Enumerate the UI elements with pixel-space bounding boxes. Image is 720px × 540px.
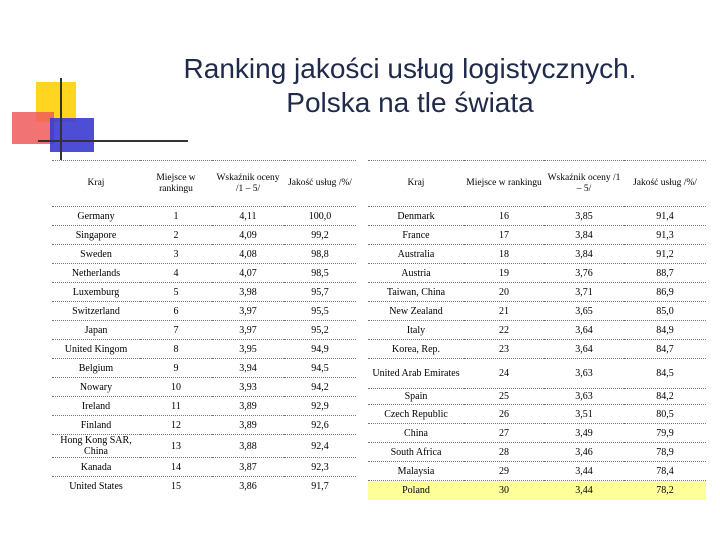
cell-place: 5 (140, 283, 212, 302)
cell-country: Italy (368, 321, 464, 340)
cell-quality: 84,2 (624, 389, 706, 405)
cell-quality: 98,5 (284, 264, 356, 283)
cell-place: 6 (140, 302, 212, 321)
header-quality: Jakość usług /%/ (624, 161, 706, 207)
cell-place: 22 (464, 321, 544, 340)
cell-place: 18 (464, 245, 544, 264)
cell-place: 3 (140, 245, 212, 264)
cell-country: Sweden (52, 245, 140, 264)
cell-index: 3,89 (212, 397, 284, 416)
title-line-2: Polska na tle świata (286, 87, 534, 118)
cell-place: 29 (464, 462, 544, 481)
cell-index: 3,93 (212, 378, 284, 397)
cell-place: 10 (140, 378, 212, 397)
cell-quality: 80,5 (624, 405, 706, 424)
cell-country: Germany (52, 207, 140, 226)
cell-quality: 92,3 (284, 458, 356, 477)
cell-country: South Africa (368, 443, 464, 462)
header-place: Miejsce w rankingu (140, 161, 212, 207)
cell-place: 11 (140, 397, 212, 416)
cell-quality: 78,2 (624, 481, 706, 500)
cell-place: 12 (140, 416, 212, 435)
cell-index: 3,85 (544, 207, 624, 226)
decor-horizontal-line (38, 140, 188, 142)
table-row (368, 405, 706, 424)
cell-index: 3,84 (544, 245, 624, 264)
table-header-row (368, 161, 706, 207)
cell-country: Kanada (52, 458, 140, 477)
cell-quality: 95,7 (284, 283, 356, 302)
cell-place: 21 (464, 302, 544, 321)
ranking-table-left (52, 160, 356, 496)
cell-index: 3,84 (544, 226, 624, 245)
cell-quality: 94,9 (284, 340, 356, 359)
cell-place: 28 (464, 443, 544, 462)
cell-country: Singapore (52, 226, 140, 245)
cell-country: Luxemburg (52, 283, 140, 302)
cell-country: Ireland (52, 397, 140, 416)
cell-quality: 95,2 (284, 321, 356, 340)
table-row (368, 389, 706, 405)
table-row (368, 424, 706, 443)
cell-place: 8 (140, 340, 212, 359)
cell-index: 3,49 (544, 424, 624, 443)
cell-country: Austria (368, 264, 464, 283)
header-index: Wskaźnik oceny /1 – 5/ (212, 161, 284, 207)
cell-index: 3,71 (544, 283, 624, 302)
table-row (52, 397, 356, 416)
cell-index: 4,09 (212, 226, 284, 245)
cell-country: Japan (52, 321, 140, 340)
cell-index: 3,51 (544, 405, 624, 424)
header-quality: Jakość usług /%/ (284, 161, 356, 207)
cell-place: 16 (464, 207, 544, 226)
cell-place: 17 (464, 226, 544, 245)
cell-quality: 78,9 (624, 443, 706, 462)
cell-quality: 88,7 (624, 264, 706, 283)
cell-country: Netherlands (52, 264, 140, 283)
cell-index: 3,95 (212, 340, 284, 359)
table-row (368, 226, 706, 245)
cell-index: 3,98 (212, 283, 284, 302)
cell-country: France (368, 226, 464, 245)
cell-country: United Kingom (52, 340, 140, 359)
cell-place: 25 (464, 389, 544, 405)
cell-quality: 78,4 (624, 462, 706, 481)
cell-place: 2 (140, 226, 212, 245)
cell-place: 27 (464, 424, 544, 443)
table-row (52, 435, 356, 458)
header-place: Miejsce w rankingu (464, 161, 544, 207)
cell-index: 3,64 (544, 321, 624, 340)
cell-country: Czech Republic (368, 405, 464, 424)
cell-index: 3,44 (544, 462, 624, 481)
cell-country: Belgium (52, 359, 140, 378)
cell-index: 3,97 (212, 321, 284, 340)
table-body-left (52, 207, 356, 496)
cell-country: Switzerland (52, 302, 140, 321)
cell-place: 13 (140, 435, 212, 458)
cell-index: 3,76 (544, 264, 624, 283)
cell-index: 3,63 (544, 359, 624, 389)
header-country: Kraj (52, 161, 140, 207)
cell-index: 3,44 (544, 481, 624, 500)
cell-place: 15 (140, 477, 212, 496)
cell-quality: 92,6 (284, 416, 356, 435)
cell-quality: 94,2 (284, 378, 356, 397)
table-row (368, 245, 706, 264)
cell-country: Spain (368, 389, 464, 405)
table-row (52, 458, 356, 477)
cell-quality: 100,0 (284, 207, 356, 226)
table-row (52, 207, 356, 226)
table-header-row (52, 161, 356, 207)
cell-country: Poland (368, 481, 464, 500)
table-row (52, 477, 356, 496)
table-row (368, 283, 706, 302)
cell-country: Hong Kong SAR, China (52, 435, 140, 458)
cell-index: 3,97 (212, 302, 284, 321)
cell-place: 14 (140, 458, 212, 477)
cell-quality: 94,5 (284, 359, 356, 378)
cell-quality: 99,2 (284, 226, 356, 245)
table-row (52, 378, 356, 397)
cell-quality: 91,7 (284, 477, 356, 496)
cell-country: Nowary (52, 378, 140, 397)
cell-quality: 95,5 (284, 302, 356, 321)
table-body-right (368, 207, 706, 500)
cell-index: 3,94 (212, 359, 284, 378)
cell-place: 24 (464, 359, 544, 389)
table-row (368, 264, 706, 283)
table-row-highlighted (368, 481, 706, 500)
cell-index: 3,87 (212, 458, 284, 477)
cell-country: Malaysia (368, 462, 464, 481)
table-row (52, 302, 356, 321)
cell-place: 1 (140, 207, 212, 226)
cell-country: Australia (368, 245, 464, 264)
table-row (368, 340, 706, 359)
table-row (368, 462, 706, 481)
header-index: Wskaźnik oceny /1 – 5/ (544, 161, 624, 207)
cell-country: Korea, Rep. (368, 340, 464, 359)
cell-index: 3,64 (544, 340, 624, 359)
decor-vertical-line (60, 78, 62, 160)
table-row (368, 321, 706, 340)
cell-quality: 84,9 (624, 321, 706, 340)
cell-place: 30 (464, 481, 544, 500)
decor-blue-square (50, 118, 94, 152)
table-row (368, 207, 706, 226)
cell-country: China (368, 424, 464, 443)
cell-index: 3,88 (212, 435, 284, 458)
cell-country: Taiwan, China (368, 283, 464, 302)
cell-place: 19 (464, 264, 544, 283)
cell-quality: 79,9 (624, 424, 706, 443)
table-row (52, 245, 356, 264)
table-row (368, 302, 706, 321)
table-row (52, 359, 356, 378)
cell-place: 9 (140, 359, 212, 378)
cell-place: 20 (464, 283, 544, 302)
table-row (368, 359, 706, 389)
cell-index: 4,11 (212, 207, 284, 226)
cell-quality: 86,9 (624, 283, 706, 302)
cell-country: United Arab Emirates (368, 359, 464, 389)
table-row (52, 264, 356, 283)
table-row (52, 416, 356, 435)
cell-quality: 91,4 (624, 207, 706, 226)
table-row (52, 226, 356, 245)
slide-title (110, 52, 710, 120)
table-row (52, 321, 356, 340)
cell-country: Finland (52, 416, 140, 435)
cell-index: 3,86 (212, 477, 284, 496)
cell-quality: 91,2 (624, 245, 706, 264)
cell-index: 3,63 (544, 389, 624, 405)
cell-place: 23 (464, 340, 544, 359)
cell-quality: 91,3 (624, 226, 706, 245)
cell-place: 7 (140, 321, 212, 340)
cell-index: 3,46 (544, 443, 624, 462)
table-row (52, 283, 356, 302)
header-country: Kraj (368, 161, 464, 207)
cell-country: Denmark (368, 207, 464, 226)
cell-index: 3,89 (212, 416, 284, 435)
cell-quality: 92,9 (284, 397, 356, 416)
cell-country: United States (52, 477, 140, 496)
cell-place: 4 (140, 264, 212, 283)
cell-quality: 98,8 (284, 245, 356, 264)
cell-place: 26 (464, 405, 544, 424)
cell-quality: 85,0 (624, 302, 706, 321)
cell-quality: 84,7 (624, 340, 706, 359)
ranking-table-right (368, 160, 706, 500)
cell-quality: 92,4 (284, 435, 356, 458)
cell-country: New Zealand (368, 302, 464, 321)
cell-index: 4,08 (212, 245, 284, 264)
cell-quality: 84,5 (624, 359, 706, 389)
table-row (52, 340, 356, 359)
title-line-1: Ranking jakości usług logistycznych. (183, 53, 637, 84)
cell-index: 3,65 (544, 302, 624, 321)
table-row (368, 443, 706, 462)
cell-index: 4,07 (212, 264, 284, 283)
